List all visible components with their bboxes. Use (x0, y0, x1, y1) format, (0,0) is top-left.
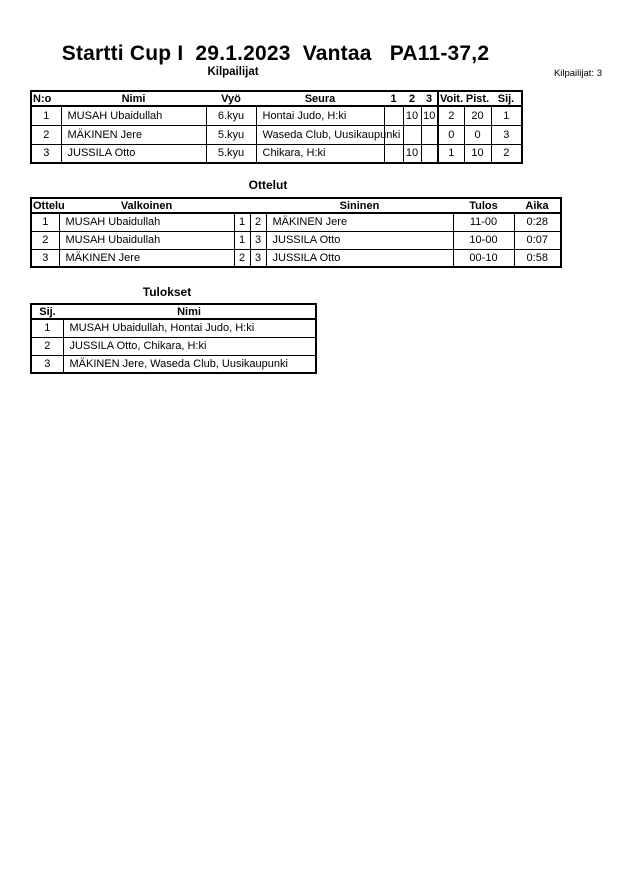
cell-white-name: MUSAH Ubaidullah (59, 231, 234, 249)
cell-blue-name: MÄKINEN Jere (266, 213, 453, 231)
cell-no: 3 (31, 144, 61, 163)
cell-blue-name: JUSSILA Otto (266, 231, 453, 249)
section-title-tulokset: Tulokset (142, 285, 192, 299)
header-opp1: 1 (384, 91, 403, 106)
cell-score-2: 10 (403, 106, 421, 125)
section-title-kilpailijat: Kilpailijat (207, 66, 259, 78)
cell-blue-no: 3 (250, 249, 266, 267)
competitor-row (31, 106, 522, 125)
cell-name-club: JUSSILA Otto, Chikara, H:ki (63, 337, 316, 355)
cell-name-club: MUSAH Ubaidullah, Hontai Judo, H:ki (63, 319, 316, 337)
match-row (31, 213, 561, 231)
cell-score-1 (384, 106, 403, 125)
cell-blue-no: 2 (250, 213, 266, 231)
header-opp2: 2 (403, 91, 421, 106)
cell-score-3 (421, 144, 438, 163)
cell-result: 11-00 (453, 213, 514, 231)
cell-result: 10-00 (453, 231, 514, 249)
header-no: N:o (31, 91, 61, 106)
results-table (30, 303, 317, 374)
cell-sij: 3 (491, 125, 522, 144)
cell-place: 3 (31, 355, 63, 373)
header-nimi: Nimi (63, 304, 316, 319)
cell-name-club: MÄKINEN Jere, Waseda Club, Uusikaupunki (63, 355, 316, 373)
cell-vyo: 6.kyu (206, 106, 256, 125)
cell-voit: 1 (438, 144, 464, 163)
header-nimi: Nimi (61, 91, 206, 106)
cell-pist: 10 (464, 144, 491, 163)
match-row (31, 231, 561, 249)
cell-time: 0:07 (514, 231, 561, 249)
cell-voit: 0 (438, 125, 464, 144)
cell-sij: 1 (491, 106, 522, 125)
cell-pist: 0 (464, 125, 491, 144)
cell-match-no: 3 (31, 249, 59, 267)
cell-pist: 20 (464, 106, 491, 125)
result-row (31, 319, 316, 337)
header-vyo: Vyö (206, 91, 256, 106)
cell-score-3: 10 (421, 106, 438, 125)
cell-white-name: MÄKINEN Jere (59, 249, 234, 267)
matches-table (30, 197, 562, 268)
cell-seura: Waseda Club, Uusikaupunki (256, 125, 384, 144)
matches-header-row (31, 198, 561, 213)
cell-time: 0:58 (514, 249, 561, 267)
header-blue-no (250, 198, 266, 213)
header-valkoinen: Valkoinen (59, 198, 234, 213)
cell-score-2: 10 (403, 144, 421, 163)
cell-blue-no: 3 (250, 231, 266, 249)
page-title: Startti Cup I 29.1.2023 Vantaa PA11-37,2 (61, 42, 490, 65)
cell-score-2 (403, 125, 421, 144)
cell-white-no: 1 (234, 213, 250, 231)
result-row (31, 355, 316, 373)
competitors-header-row (31, 91, 522, 106)
competitors-table (30, 90, 523, 164)
cell-score-1 (384, 144, 403, 163)
header-aika: Aika (514, 198, 561, 213)
competitor-row (31, 144, 522, 163)
header-sij: Sij. (31, 304, 63, 319)
cell-match-no: 2 (31, 231, 59, 249)
header-white-no (234, 198, 250, 213)
cell-result: 00-10 (453, 249, 514, 267)
cell-blue-name: JUSSILA Otto (266, 249, 453, 267)
header-tulos: Tulos (453, 198, 514, 213)
cell-sij: 2 (491, 144, 522, 163)
result-row (31, 337, 316, 355)
header-voit: Voit. (439, 92, 463, 105)
cell-vyo: 5.kyu (206, 125, 256, 144)
cell-time: 0:28 (514, 213, 561, 231)
cell-match-no: 1 (31, 213, 59, 231)
header-seura: Seura (256, 91, 384, 106)
cell-white-no: 1 (234, 231, 250, 249)
header-ottelu: Ottelu (33, 199, 65, 212)
cell-place: 2 (31, 337, 63, 355)
competitors-count-label: Kilpailijat: 3 (553, 68, 602, 79)
cell-nimi: MÄKINEN Jere (61, 125, 206, 144)
cell-seura: Hontai Judo, H:ki (256, 106, 384, 125)
cell-nimi: MUSAH Ubaidullah (61, 106, 206, 125)
header-pist: Pist. (465, 92, 490, 105)
cell-vyo: 5.kyu (206, 144, 256, 163)
section-title-ottelut: Ottelut (248, 178, 288, 192)
competitor-row (31, 125, 522, 144)
cell-white-name: MUSAH Ubaidullah (59, 213, 234, 231)
results-header-row (31, 304, 316, 319)
cell-white-no: 2 (234, 249, 250, 267)
cell-score-3 (421, 125, 438, 144)
match-row (31, 249, 561, 267)
header-opp3: 3 (421, 91, 438, 106)
cell-no: 1 (31, 106, 61, 125)
cell-place: 1 (31, 319, 63, 337)
cell-seura: Chikara, H:ki (256, 144, 384, 163)
cell-voit: 2 (438, 106, 464, 125)
header-sininen: Sininen (266, 198, 453, 213)
header-sij: Sij. (491, 91, 522, 106)
cell-no: 2 (31, 125, 61, 144)
cell-nimi: JUSSILA Otto (61, 144, 206, 163)
